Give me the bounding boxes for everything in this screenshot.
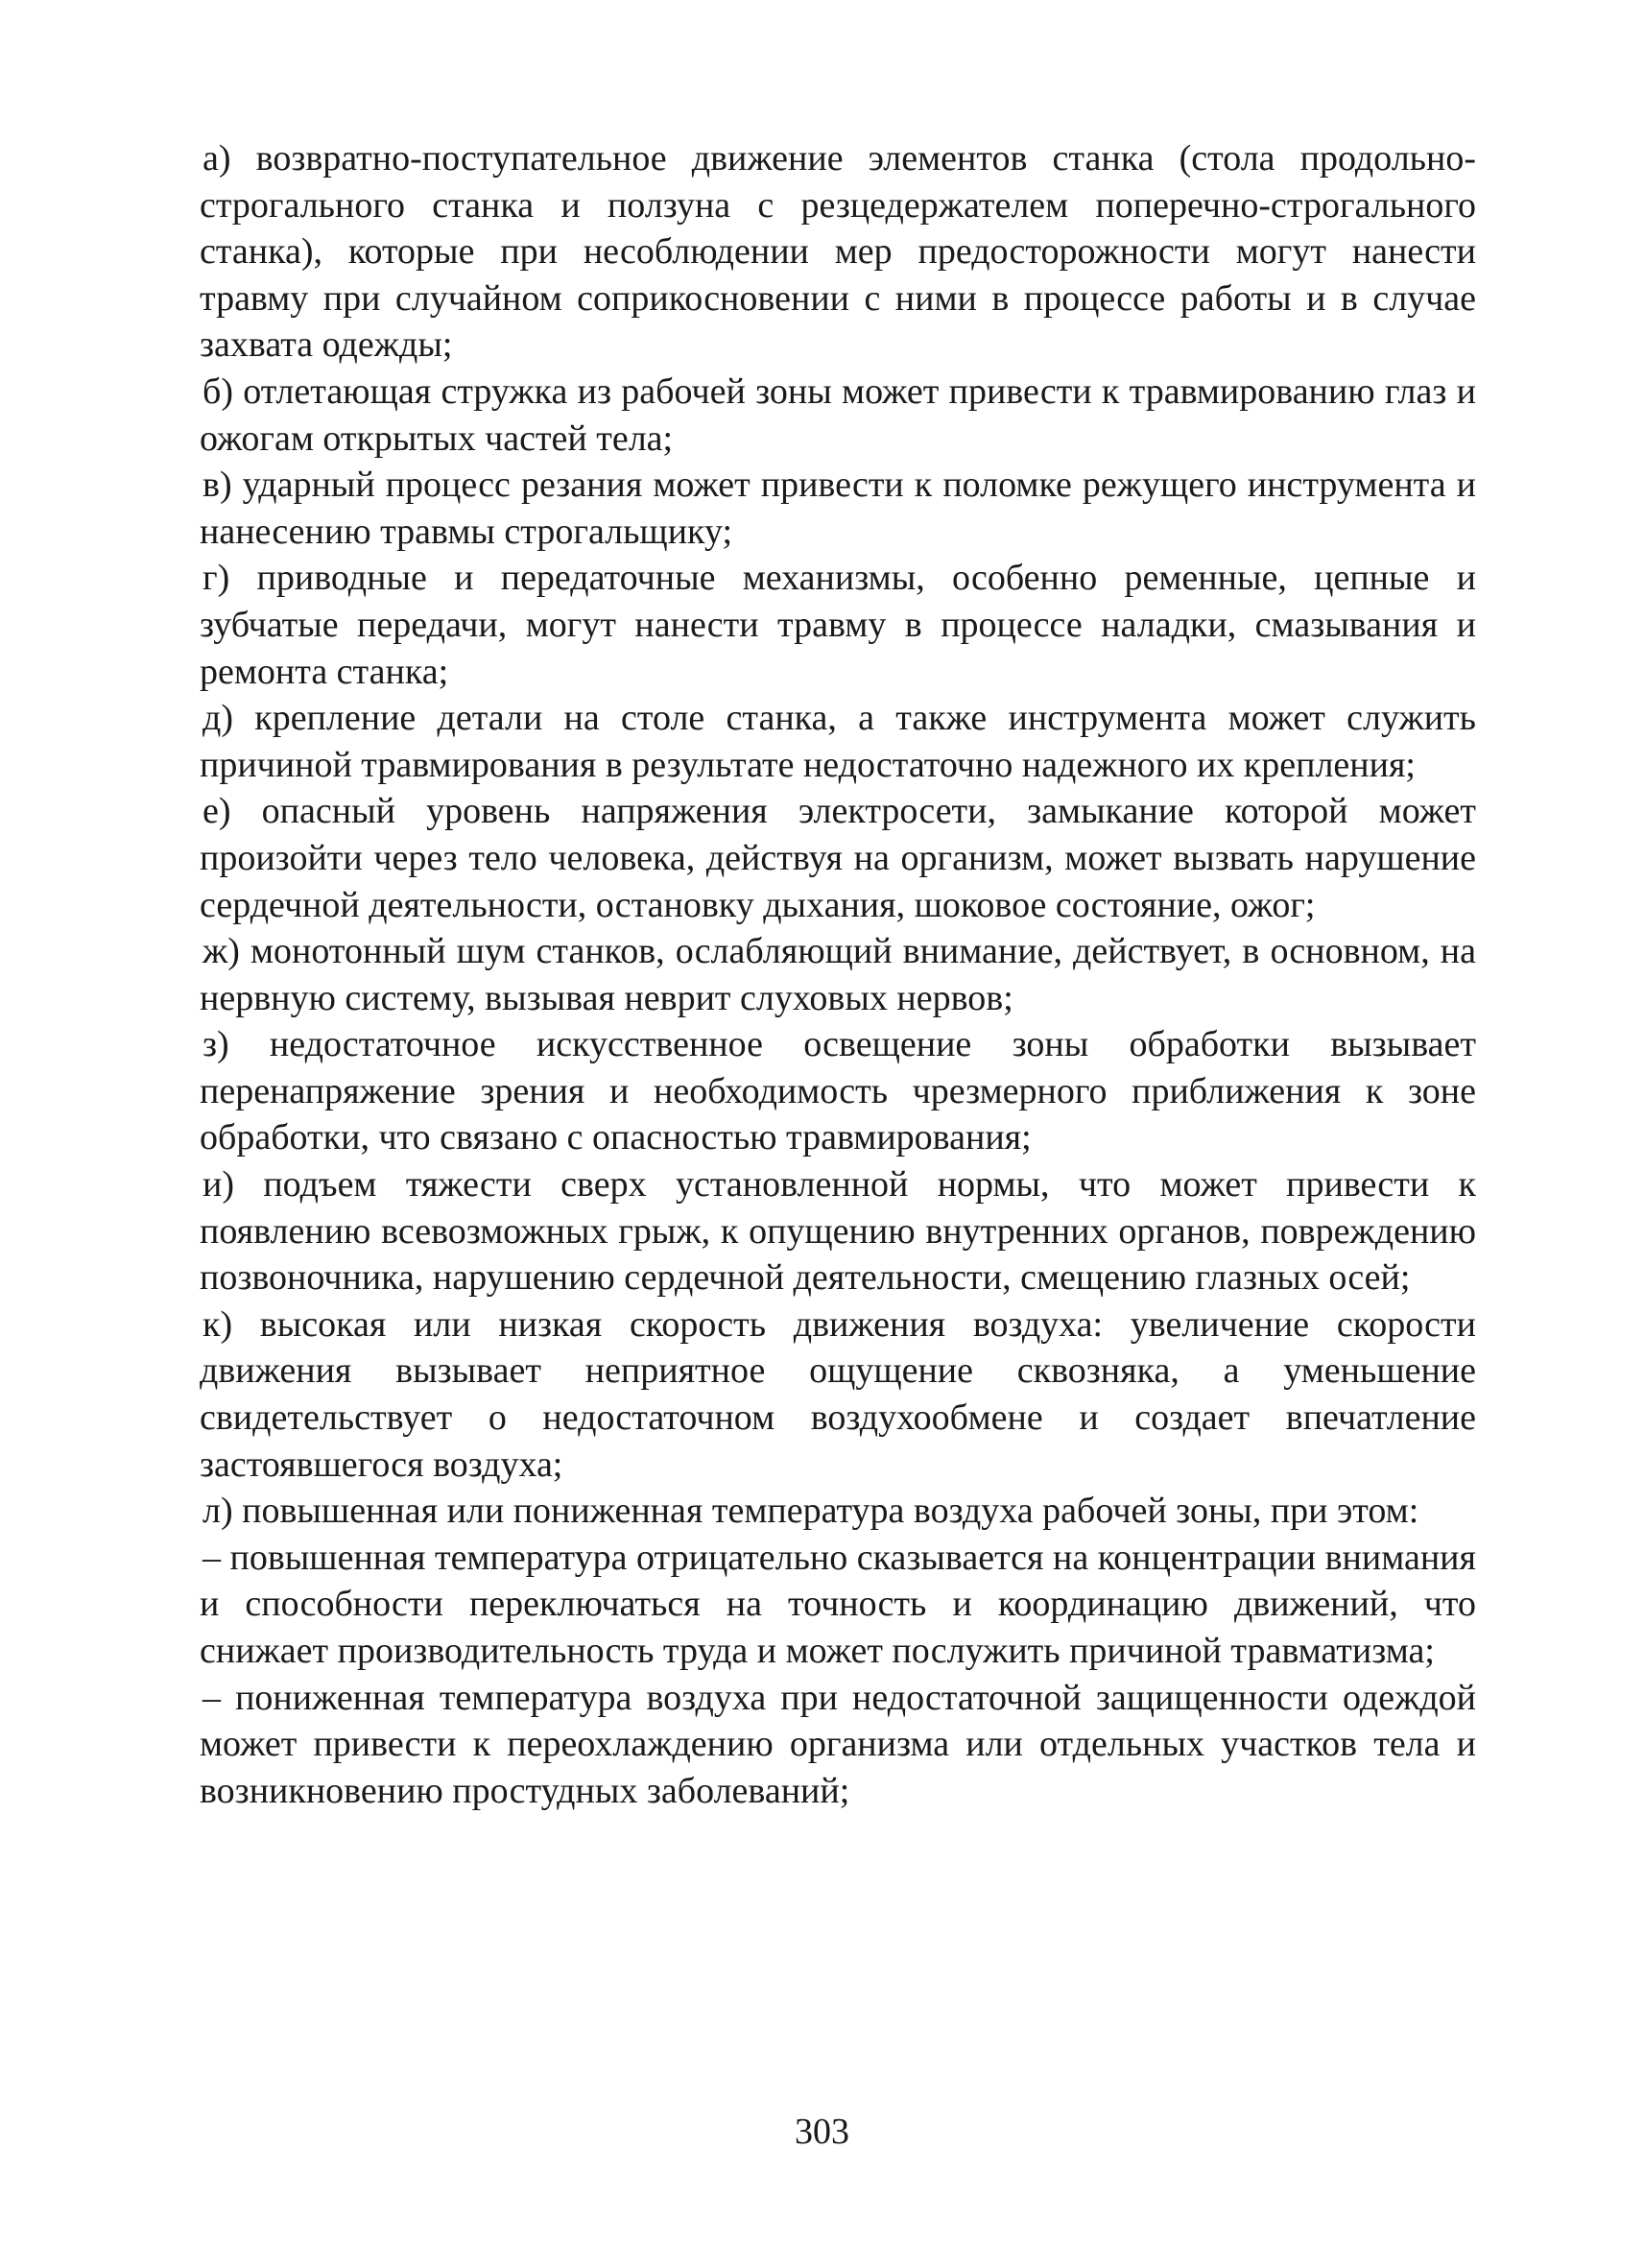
paragraph-z: з) недостаточное искусственное освещение зоны обработки вызывает перенапряжение зрения и необходимость чрезмерного приближения к зоне обработки, что связано с опасностью травмирования; — [200, 1024, 1476, 1158]
paragraph-v: в) ударный процесс резания может привести к поломке режущего инструмента и нанесению травмы строгальщику; — [200, 465, 1476, 552]
paragraph-i: и) подъем тяжести сверх установленной нормы, что может привести к появлению всевозможных грыж, к опущению внутренних органов, повреждению позвоночника, нарушению сердечной деятельности, смещению глазных осей; — [200, 1164, 1476, 1299]
paragraph-b: б) отлетающая стружка из рабочей зоны может привести к травмированию глаз и ожогам открытых частей тела; — [200, 370, 1476, 459]
paragraph-e: е) опасный уровень напряжения электросети, замыкание которой может произойти через тело человека, действуя на организм, может вызвать нарушение сердечной деятельности, остановку дыхания, шоковое состояние, ожог; — [200, 791, 1476, 925]
page-number: 303 — [795, 2112, 849, 2152]
sub-item-high-temperature: – повышенная температура отрицательно сказывается на концентрации внимания и способности переключаться на точность и координацию движений, что снижает производительность труда и может послужить причиной травматизма; — [200, 1537, 1476, 1671]
sub-item-low-temperature: – пониженная температура воздуха при недостаточной защищенности одеждой может привести к переохлаждению организма или отдельных участков тела и возникновению простудных заболеваний; — [200, 1677, 1476, 1811]
paragraph-zh: ж) монотонный шум станков, ослабляющий внимание, действует, в основном, на нервную систему, вызывая неврит слуховых нервов; — [200, 931, 1476, 1018]
paragraph-l: л) повышенная или пониженная температура воздуха рабочей зоны, при этом: — [203, 1491, 1419, 1532]
paragraph-d: д) крепление детали на столе станка, а также инструмента может служить причиной травмирования в результате недостаточно надежного их крепления; — [200, 698, 1476, 785]
paragraph-g: г) приводные и передаточные механизмы, особенно ременные, цепные и зубчатые передачи, могут нанести травму в процессе наладки, смазывания и ремонта станка; — [200, 558, 1476, 692]
paragraph-k: к) высокая или низкая скорость движения воздуха: увеличение скорости движения вызывает неприятное ощущение сквозняка, а уменьшение свидетельствует о недостаточном воздухообмене и создает впечатление застоявшегося воздуха; — [200, 1303, 1476, 1485]
paragraph-a: а) возвратно-поступательное движение элементов станка (стола продольно-строгального станка и ползуна с резцедержателем поперечно-строгального станка), которые при несоблюдении мер предосторожности могут нанести травму при случайном соприкосновении с ними в процессе работы и в случае захвата одежды; — [200, 138, 1476, 366]
body-text — [200, 135, 1476, 1814]
